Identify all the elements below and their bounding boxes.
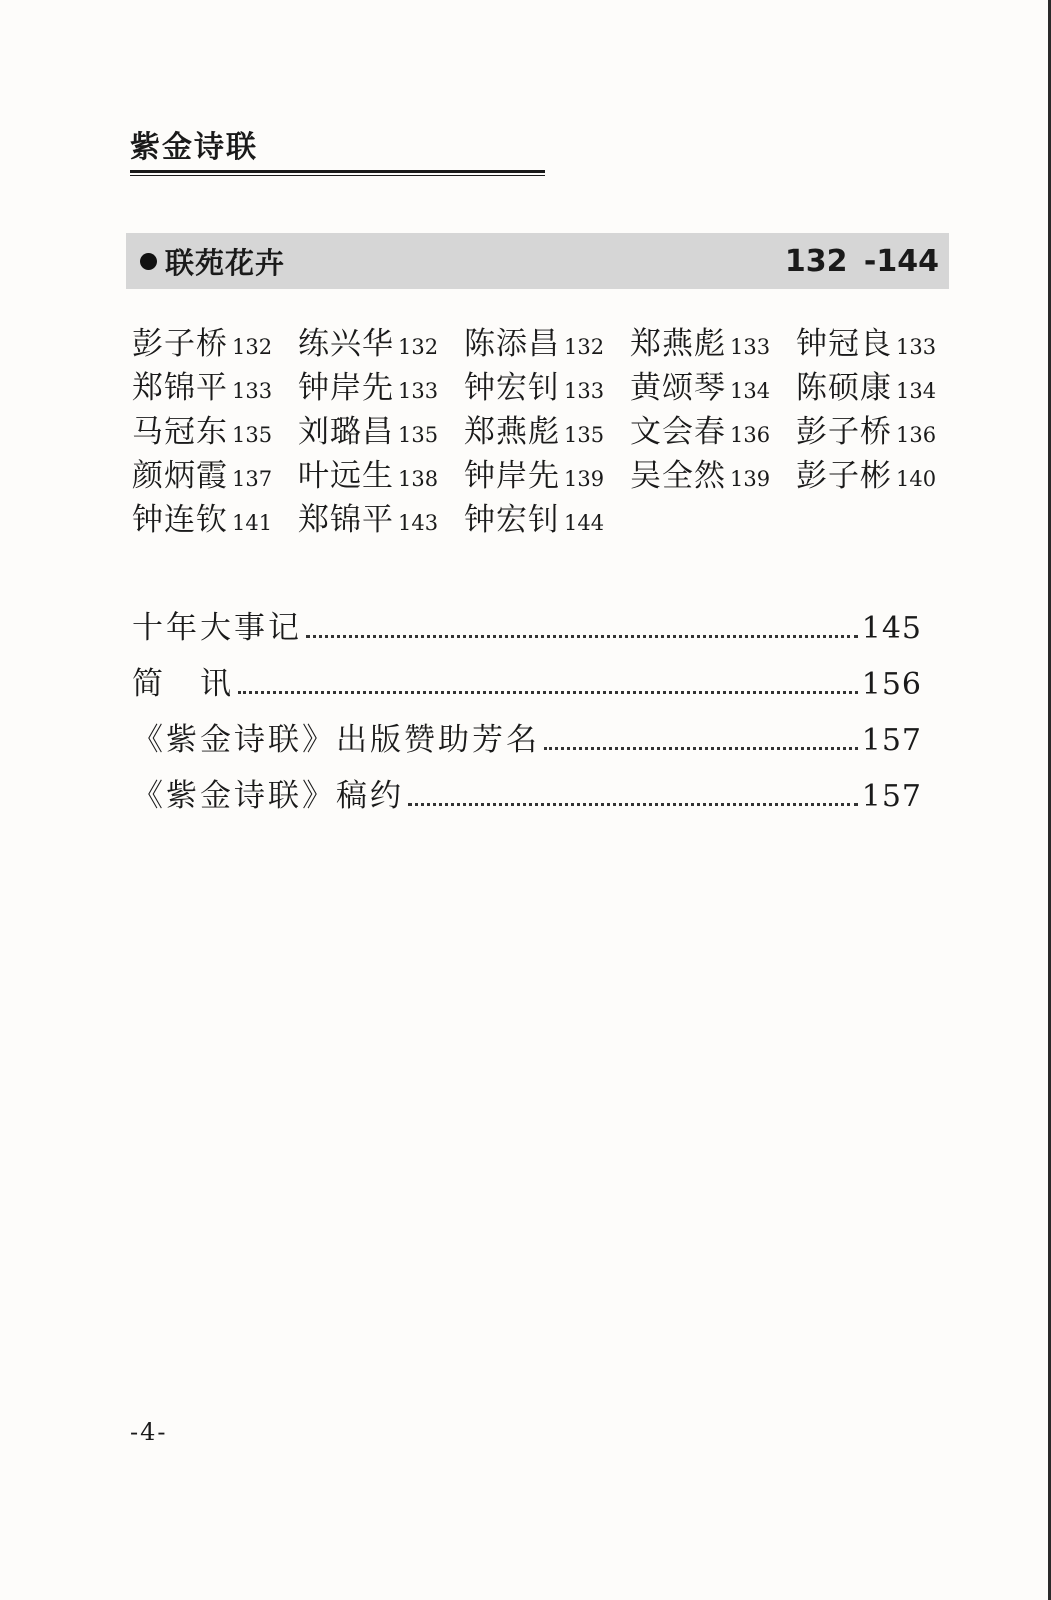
author-page-number: 140 (896, 467, 937, 491)
author-entry[interactable] (298, 494, 464, 538)
header-rule-thin (130, 175, 545, 176)
author-page-number: 141 (232, 511, 273, 535)
author-entry[interactable] (132, 318, 298, 362)
author-entry[interactable] (298, 318, 464, 362)
author-page-number: 135 (564, 423, 605, 447)
author-page-number: 133 (564, 379, 605, 403)
section-title: 联苑花卉 (165, 245, 286, 280)
author-page-number: 137 (232, 467, 273, 491)
page-number: -4- (130, 1418, 168, 1446)
author-name: 练兴华 (298, 326, 394, 362)
toc-list (132, 602, 922, 826)
author-entry[interactable] (630, 318, 796, 362)
section-heading (140, 241, 285, 282)
author-entry[interactable] (796, 406, 962, 450)
toc-page-number: 157 (861, 779, 922, 814)
toc-page-number: 145 (861, 611, 922, 646)
toc-title: 简 讯 (132, 666, 234, 702)
author-entry[interactable] (298, 362, 464, 406)
author-entry[interactable] (796, 450, 962, 494)
author-name: 颜炳霞 (132, 458, 228, 494)
author-name: 彭子彬 (796, 458, 892, 494)
author-name: 马冠东 (132, 414, 228, 450)
author-page-number: 136 (896, 423, 937, 447)
journal-header (130, 128, 545, 176)
author-name: 陈硕康 (796, 370, 892, 406)
author-page-number: 132 (232, 335, 273, 359)
toc-leader-dots (306, 635, 858, 638)
author-entry[interactable] (630, 450, 796, 494)
toc-leader-dots (544, 747, 858, 750)
author-name: 钟岸先 (298, 370, 394, 406)
author-entry[interactable] (630, 362, 796, 406)
author-entry[interactable] (132, 494, 298, 538)
toc-leader-dots (238, 691, 858, 694)
author-entry[interactable] (464, 362, 630, 406)
author-name: 郑锦平 (298, 502, 394, 538)
author-page-number: 138 (398, 467, 439, 491)
author-entry[interactable] (464, 406, 630, 450)
author-entry[interactable] (298, 450, 464, 494)
author-name: 郑燕彪 (630, 326, 726, 362)
author-page-number: 133 (232, 379, 273, 403)
author-name: 钟岸先 (464, 458, 560, 494)
journal-title: 紫金诗联 (130, 130, 258, 165)
author-entry[interactable] (132, 362, 298, 406)
author-name: 黄颂琴 (630, 370, 726, 406)
author-page-number: 133 (896, 335, 937, 359)
author-entry[interactable] (464, 318, 630, 362)
author-name: 郑锦平 (132, 370, 228, 406)
toc-title: 十年大事记 (132, 610, 302, 646)
author-page-number: 133 (398, 379, 439, 403)
author-entry[interactable] (464, 450, 630, 494)
toc-item[interactable] (132, 770, 922, 826)
author-entry[interactable] (796, 362, 962, 406)
author-name: 叶远生 (298, 458, 394, 494)
author-page-number: 132 (398, 335, 439, 359)
author-page-number: 134 (896, 379, 937, 403)
author-page-number: 139 (730, 467, 771, 491)
author-entry[interactable] (630, 406, 796, 450)
author-page-number: 134 (730, 379, 771, 403)
author-name: 钟冠良 (796, 326, 892, 362)
author-name: 钟宏钊 (464, 370, 560, 406)
author-list (132, 318, 952, 538)
author-entry[interactable] (132, 450, 298, 494)
toc-item[interactable] (132, 602, 922, 658)
toc-item[interactable] (132, 658, 922, 714)
header-rule-thick (130, 170, 545, 173)
author-page-number: 139 (564, 467, 605, 491)
author-page-number: 135 (232, 423, 273, 447)
author-name: 郑燕彪 (464, 414, 560, 450)
toc-leader-dots (408, 803, 858, 806)
toc-page-number: 157 (861, 723, 922, 758)
author-entry[interactable] (298, 406, 464, 450)
author-name: 钟连钦 (132, 502, 228, 538)
author-name: 彭子桥 (796, 414, 892, 450)
author-entry[interactable] (796, 318, 962, 362)
author-page-number: 136 (730, 423, 771, 447)
toc-title: 《紫金诗联》出版赞助芳名 (132, 722, 540, 758)
author-name: 彭子桥 (132, 326, 228, 362)
author-page-number: 135 (398, 423, 439, 447)
toc-title: 《紫金诗联》稿约 (132, 778, 404, 814)
toc-item[interactable] (132, 714, 922, 770)
toc-page-number: 156 (861, 667, 922, 702)
author-name: 吴全然 (630, 458, 726, 494)
section-banner (126, 233, 949, 289)
author-name: 刘璐昌 (298, 414, 394, 450)
author-page-number: 133 (730, 335, 771, 359)
author-entry[interactable] (464, 494, 630, 538)
section-page-range: 132 -144 (784, 243, 939, 279)
author-entry[interactable] (132, 406, 298, 450)
author-page-number: 144 (564, 511, 605, 535)
author-name: 文会春 (630, 414, 726, 450)
author-page-number: 143 (398, 511, 439, 535)
bullet-icon (140, 253, 157, 270)
author-name: 钟宏钊 (464, 502, 560, 538)
author-name: 陈添昌 (464, 326, 560, 362)
author-page-number: 132 (564, 335, 605, 359)
